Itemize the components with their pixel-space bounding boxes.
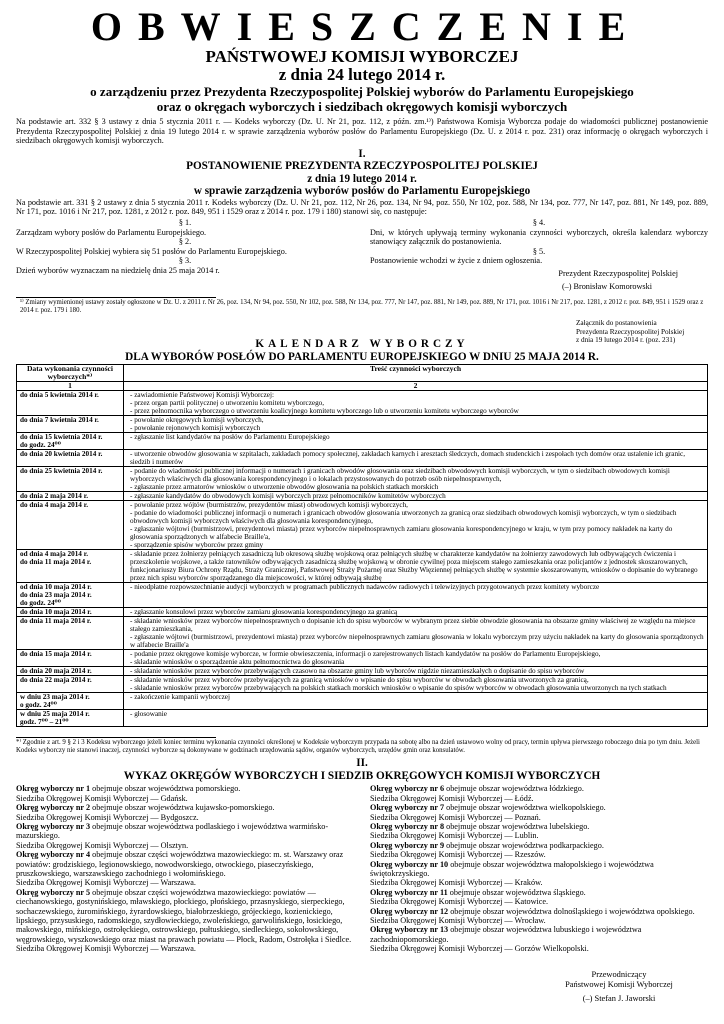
calendar-row: [17, 710, 708, 727]
district-commission-seat: Siedziba Okręgowej Komisji Wyborczej — Kraków.: [370, 878, 543, 888]
calendar-row: [17, 492, 708, 501]
district-commission-seat: Siedziba Okręgowej Komisji Wyborczej — Bydgoszcz.: [16, 812, 199, 822]
calendar-row-date: do dnia 22 maja 2014 r.: [17, 676, 124, 693]
intro-paragraph: Na podstawie art. 332 § 3 ustawy z dnia 5 stycznia 2011 r. — Kodeks wyborczy (Dz. U. Nr 21, poz. 112, z późn. zm.¹⁾) Państwowa Komisja Wyborcza podaje do wiadomości publicznej postanowienie Prezydenta Rzeczypospolitej Polskiej z dnia 19 lutego 2014 r. w sprawie zarządzenia wyborów posłów do Parlamentu Europejskiego (Dz. U. z 2014 r. poz. 231) oraz informację o okręgach wyborczych i siedzibach okręgowych komisji wyborczych.: [16, 117, 708, 146]
district-entry: [370, 784, 708, 793]
district-number: Okręg wyborczy nr 9: [370, 840, 445, 850]
calendar-row: [17, 416, 708, 433]
paragraph-4-number: § 4.: [532, 217, 546, 227]
districts-left-column: [16, 784, 354, 1003]
paragraphs-right-column: [370, 218, 708, 291]
paragraphs-left-column: [16, 218, 354, 291]
calendar-title: KALENDARZ WYBORCZY: [255, 338, 469, 351]
paragraph-2-number: § 2.: [178, 237, 192, 247]
document-page: [16, 6, 708, 1004]
district-number: Okręg wyborczy nr 7: [370, 803, 445, 813]
footnote-1: ¹⁾ Zmiany wymienionej ustawy zostały ogłoszone w Dz. U. z 2011 r. Nr 26, poz. 134, Nr 94, poz. 550, Nr 102, poz. 588, Nr 134, poz. 777, Nr 147, poz. 881, Nr 149, poz. 889, Nr 171, poz. 1016 i Nr 217, poz. 1281, z 2012 r. poz. 849, 951 i 1529 oraz z 2014 r. poz. 179 i 180.: [20, 299, 704, 315]
calendar-row-activity: - składanie wniosków przez wyborców niepełnosprawnych o dopisanie ich do spisu wyborców w wybranym przez siebie obwodzie głosowania na obszarze gminy właściwej ze względu na miejsce stałego zamieszkania, - zgłaszanie wójtowi (burmistrzowi, prezydentowi miasta) przez wyborców niepełnosprawnych zamiaru głosowania w lokalu wyborczym przy użyciu nakładek na karty do głosowania sporządzonych w alfabecie Braille'a: [124, 617, 708, 650]
district-area: obejmuje obszar województwa pomorskiego.: [90, 784, 241, 794]
calendar-row-activity: - zgłaszanie konsulowi przez wyborców zamiaru głosowania korespondencyjnego za granicą: [124, 608, 708, 617]
paragraph-3-text: Dzień wyborów wyznaczam na niedzielę dnia 25 maja 2014 r.: [16, 265, 220, 275]
calendar-row-date: do dnia 20 kwietnia 2014 r.: [17, 450, 124, 467]
calendar-row-activity: - utworzenie obwodów głosowania w szpitalach, zakładach pomocy społecznej, zakładach karnych i aresztach śledczych, domach studenckich i zespołach tych domów oraz ustalenie ich granic, siedzib i numerów: [124, 450, 708, 467]
president-signature: (–) Bronisław Komorowski: [561, 281, 652, 291]
district-area: obejmuje obszar części województwa mazowieckiego: powiatów — ciechanowskiego, gostynińskiego, mławskiego, płockiego, płońskiego, przasnyskiego, sierpeckiego, sochaczewskiego, żuromińskiego, żyrardowskiego, białobrzeskiego, grójeckiego, kozienickiego, lipskiego, przysuskiego, radomskiego, szydłowieckiego, zwoleńskiego, garwolińskiego, łosickiego, makowskiego, mińskiego, ostrołęckiego, ostrowskiego, pułtuskiego, siedleckiego, sokołowskiego, węgrowskiego, wyszkowskiego oraz miast na prawach powiatu — Płock, Radom, Ostrołęka i Siedlce.: [16, 887, 352, 944]
calendar-row: [17, 667, 708, 676]
district-commission-seat: Siedziba Okręgowej Komisji Wyborczej — Łódź.: [370, 793, 534, 803]
district-area: obejmuje obszar województwa łódzkiego.: [444, 784, 584, 794]
district-number: Okręg wyborczy nr 3: [16, 821, 91, 831]
annex-line-3: z dnia 19 lutego 2014 r. (poz. 231): [576, 335, 676, 344]
calendar-row: [17, 693, 708, 710]
paragraph-3-number: § 3.: [178, 256, 192, 266]
district-entry: [16, 850, 354, 878]
district-commission-seat: Siedziba Okręgowej Komisji Wyborczej — Rzeszów.: [370, 850, 546, 860]
calendar-row: [17, 450, 708, 467]
calendar-row-activity: - składanie wniosków przez wyborców przebywających za granicą wniosków o wpisanie do spisu wyborców w obwodach głosowania utworzonych za granicą, - składanie wniosków przez wyborców przebywających na polskich statkach morskich wniosków o wpisanie do spisów wyborców w obwodach głosowania utworzonych na tych statkach: [124, 676, 708, 693]
calendar-col-number-2: 2: [124, 382, 708, 391]
pkw-signature-block: [370, 970, 708, 1004]
district-entry: [16, 784, 354, 793]
pkw-chair-title: Przewodniczący: [591, 969, 647, 979]
calendar-row-activity: - powołanie okręgowych komisji wyborczych, - powołanie rejonowych komisji wyborczych: [124, 416, 708, 433]
calendar-row-date: do dnia 2 maja 2014 r.: [17, 492, 124, 501]
district-commission-seat: Siedziba Okręgowej Komisji Wyborczej — Lublin.: [370, 831, 539, 841]
districts-right-column: [370, 784, 708, 1003]
calendar-row-activity: - podanie do wiadomości publicznej informacji o numerach i granicach obwodów głosowania oraz siedzibach obwodowych komisji wyborczych, w tym o siedzibach obwodowych komisji wyborczych właściwych dla głosowania korespondencyjnego i o lokalach przystosowanych do potrzeb osób niepełnosprawnych, - zgłaszanie przez armatorów wniosków o utworzenie obwodów głosowania na polskich statkach morskich: [124, 467, 708, 492]
calendar-row: [17, 391, 708, 416]
district-area: obejmuje obszar województwa kujawsko-pomorskiego.: [90, 803, 275, 813]
calendar-row-date: do dnia 25 kwietnia 2014 r.: [17, 467, 124, 492]
district-commission-seat: Siedziba Okręgowej Komisji Wyborczej — Poznań.: [370, 812, 541, 822]
district-entry: [370, 860, 708, 879]
district-area: obejmuje obszar województwa dolnośląskiego i województwa opolskiego.: [448, 906, 695, 916]
pkw-name: Państwowej Komisji Wyborczej: [565, 979, 673, 989]
calendar-row: [17, 501, 708, 550]
section-1-title: POSTANOWIENIE PREZYDENTA RZECZYPOSPOLITEJ POLSKIEJ: [186, 160, 538, 173]
district-area: obejmuje obszar województwa śląskiego.: [447, 887, 586, 897]
calendar-col-number-1: 1: [17, 382, 124, 391]
calendar-row: [17, 550, 708, 583]
district-area: obejmuje obszar województwa podlaskiego i województwa warmińsko-mazurskiego.: [16, 821, 329, 841]
districts-right-list: [370, 784, 708, 953]
calendar-row-activity: - głosowanie: [124, 710, 708, 727]
district-area: obejmuje obszar województwa małopolskiego i województwa świętokrzyskiego.: [370, 859, 654, 878]
calendar-row-activity: - podanie przez okręgowe komisje wyborcze, w formie obwieszczenia, informacji o zarejestrowanych listach kandydatów na posłów do Parlamentu Europejskiego, - składanie wniosków o sporządzenie aktu pełnomocnictwa do głosowania: [124, 650, 708, 667]
calendar-row-date: do dnia 5 kwietnia 2014 r.: [17, 391, 124, 416]
calendar-row: [17, 617, 708, 650]
district-area: obejmuje obszar części województwa mazowieckiego: m. st. Warszawy oraz powiatów: grodziskiego, legionowskiego, nowodworskiego, otwockiego, piaseczyńskiego, pruszkowskiego, warszawskiego zachodniego i wołomińskiego.: [16, 850, 344, 878]
election-calendar-table: [16, 364, 708, 727]
calendar-row-date: do dnia 11 maja 2014 r.: [17, 617, 124, 650]
district-entry: [370, 907, 708, 916]
calendar-row: [17, 676, 708, 693]
district-number: Okręg wyborczy nr 8: [370, 821, 445, 831]
calendar-subtitle: DLA WYBORÓW POSŁÓW DO PARLAMENTU EUROPEJSKIEGO W DNIU 25 MAJA 2014 R.: [125, 350, 599, 363]
district-number: Okręg wyborczy nr 6: [370, 784, 445, 794]
district-commission-seat: Siedziba Okręgowej Komisji Wyborczej — Warszawa.: [16, 944, 196, 954]
district-commission-seat: Siedziba Okręgowej Komisji Wyborczej — Katowice.: [370, 897, 549, 907]
annex-line-2: Prezydenta Rzeczypospolitej Polskiej: [576, 327, 685, 336]
paragraph-5-text: Postanowienie wchodzi w życie z dniem ogłoszenia.: [370, 256, 543, 266]
president-title: Prezydent Rzeczypospolitej Polskiej: [558, 268, 678, 278]
document-title: OBWIESZCZENIE: [90, 4, 642, 49]
district-area: obejmuje obszar województwa lubelskiego.: [444, 821, 590, 831]
calendar-row-activity: - składanie przez żołnierzy pełniących zasadniczą lub okresową służbę wojskową oraz pełniących służbę w charakterze kandydatów na żołnierzy zawodowych lub odbywających ćwiczenia i przeszkolenie wojskowe, a także ratowników odbywających zasadniczą służbę wojskową w obronie cywilnej poza miejscem stałego zamieszkania oraz policjantów z jednostek skoszarowanych, funkcjonariuszy Biura Ochrony Rządu, Straży Granicznej, Państwowej Straży Pożarnej oraz Służby Więziennej pełniących służbę w systemie skoszarowanym, wniosków o dopisanie do wybranego przez nich spisu wyborców sporządzanego dla miejscowości, w której odbywają służbę: [124, 550, 708, 583]
section-1-number: I.: [358, 147, 366, 160]
paragraph-4-text: Dni, w których upływają terminy wykonania czynności wyborczych, określa kalendarz wyborczy stanowiący załącznik do postanowienia.: [370, 227, 708, 247]
district-commission-seat: Siedziba Okręgowej Komisji Wyborczej — Olsztyn.: [16, 840, 189, 850]
district-commission-seat: Siedziba Okręgowej Komisji Wyborczej — Wrocław.: [370, 916, 546, 926]
calendar-row-date: w dniu 23 maja 2014 r. o godz. 24⁰⁰: [17, 693, 124, 710]
document-subject-line1: o zarządzeniu przez Prezydenta Rzeczypospolitej Polskiej wyborów do Parlamentu Europejskiego: [90, 84, 634, 99]
district-entry: [16, 803, 354, 812]
districts-list: [16, 784, 708, 1003]
district-number: Okręg wyborczy nr 13: [370, 925, 449, 935]
calendar-date-header: Data wykonania czynności wyborczych*⁾: [17, 365, 124, 382]
section-1-subject: w sprawie zarządzenia wyborów posłów do Parlamentu Europejskiego: [193, 185, 531, 198]
calendar-row-activity: - powołanie przez wójtów (burmistrzów, prezydentów miast) obwodowych komisji wyborczych, - podanie do wiadomości publicznej informacji o numerach i granicach obwodów głosowania utworzonych za granicą oraz siedzibach obwodowych komisji wyborczych, w tym o siedzibach obwodowych komisji wyborczych właściwych dla głosowania korespondencyjnego, - zgłaszanie wójtowi (burmistrzowi, prezydentowi miasta) przez wyborców niepełnosprawnych zamiaru głosowania korespondencyjnego w kraju, w tym przy pomocy nakładek na karty do głosowania sporządzonych w alfabecie Braille'a, - sporządzenie spisów wyborców przez gminy: [124, 501, 708, 550]
footnote-divider: [16, 297, 216, 298]
calendar-row: [17, 433, 708, 450]
district-number: Okręg wyborczy nr 4: [16, 850, 91, 860]
calendar-row-date: od dnia 10 maja 2014 r. do dnia 23 maja 2014 r. do godz. 24⁰⁰: [17, 583, 124, 608]
calendar-row: [17, 650, 708, 667]
calendar-rows: [17, 391, 708, 727]
district-commission-seat: Siedziba Okręgowej Komisji Wyborczej — Warszawa.: [16, 878, 196, 888]
district-commission-seat: Siedziba Okręgowej Komisji Wyborczej — Gorzów Wielkopolski.: [370, 944, 589, 954]
calendar-row-activity: - zgłaszanie list kandydatów na posłów do Parlamentu Europejskiego: [124, 433, 708, 450]
paragraph-1-text: Zarządzam wybory posłów do Parlamentu Europejskiego.: [16, 227, 207, 237]
district-number: Okręg wyborczy nr 1: [16, 784, 91, 794]
calendar-row-date: do dnia 4 maja 2014 r.: [17, 501, 124, 550]
document-date: z dnia 24 lutego 2014 r.: [278, 65, 446, 84]
district-number: Okręg wyborczy nr 10: [370, 859, 449, 869]
paragraph-1-number: § 1.: [178, 217, 192, 227]
pkw-chair-signature: (–) Stefan J. Jaworski: [582, 993, 656, 1003]
district-area: obejmuje obszar województwa lubuskiego i województwa zachodniopomorskiego.: [370, 925, 642, 944]
district-area: obejmuje obszar województwa podkarpackiego.: [444, 840, 604, 850]
district-number: Okręg wyborczy nr 11: [370, 887, 448, 897]
calendar-row-activity: - zgłaszanie kandydatów do obwodowych komisji wyborczych przez pełnomocników komitetów wyborczych: [124, 492, 708, 501]
district-entry: [370, 822, 708, 831]
calendar-row-date: do dnia 20 maja 2014 r.: [17, 667, 124, 676]
calendar-row-date: do dnia 15 kwietnia 2014 r. do godz. 24⁰⁰: [17, 433, 124, 450]
calendar-row-activity: - składanie wniosków przez wyborców przebywających czasowo na obszarze gminy lub wyborców nigdzie niezamieszkałych o dopisanie do spisu wyborców: [124, 667, 708, 676]
footnote-2: *⁾ Zgodnie z art. 9 § 2 i 3 Kodeksu wyborczego jeżeli koniec terminu wykonania czynności określonej w Kodeksie wyborczym przypada na sobotę albo na dzień ustawowo wolny od pracy, termin upływa pierwszego roboczego dnia po tym dniu. Jeżeli Kodeks wyborczy nie stanowi inaczej, czynności wyborcze są dokonywane w godzinach urzędowania sądów, organów wyborczych, urzędów gmin oraz konsulatów.: [16, 739, 700, 755]
calendar-row-date: do dnia 15 maja 2014 r.: [17, 650, 124, 667]
calendar-row-date: od dnia 4 maja 2014 r. do dnia 11 maja 2014 r.: [17, 550, 124, 583]
district-entry: [370, 925, 708, 944]
paragraph-5-number: § 5.: [532, 246, 546, 256]
district-commission-seat: Siedziba Okręgowej Komisji Wyborczej — Gdańsk.: [16, 793, 188, 803]
calendar-row-activity: - zawiadomienie Państwowej Komisji Wyborczej: - przez organ partii politycznej o utworzeniu komitetu wyborczego, - przez pełnomocnika wyborczego o utworzeniu koalicyjnego komitetu wyborczego lub o utworzeniu komitetu wyborczego wyborców: [124, 391, 708, 416]
issuer-title: PAŃSTWOWEJ KOMISJI WYBORCZEJ: [205, 47, 519, 66]
section-2-title: WYKAZ OKRĘGÓW WYBORCZYCH I SIEDZIB OKRĘGOWYCH KOMISJI WYBORCZYCH: [123, 769, 601, 782]
section-1-basis: Na podstawie art. 331 § 2 ustawy z dnia 5 stycznia 2011 r. Kodeks wyborczy (Dz. U. Nr 21, poz. 112, Nr 26, poz. 134, Nr 94, poz. 550, Nr 102, poz. 588, Nr 134, poz. 777, Nr 147, poz. 881, Nr 149, poz. 889, Nr 171, poz. 1016 i Nr 217, poz. 1281, z 2012 r. poz. 849, 951 i 1529 oraz z 2014 r. poz. 179 i 180) stanowi się, co następuje:: [16, 197, 708, 217]
calendar-row: [17, 583, 708, 608]
section-1-paragraphs: [16, 218, 708, 291]
calendar-row-date: w dniu 25 maja 2014 r. godz. 7⁰⁰ – 21⁰⁰: [17, 710, 124, 727]
district-entry: [16, 822, 354, 841]
calendar-activity-header: Treść czynności wyborczych: [124, 365, 708, 382]
district-number: Okręg wyborczy nr 5: [16, 887, 91, 897]
district-entry: [370, 841, 708, 850]
paragraph-2-text: W Rzeczypospolitej Polskiej wybiera się 51 posłów do Parlamentu Europejskiego.: [16, 246, 287, 256]
district-entry: [370, 803, 708, 812]
district-number: Okręg wyborczy nr 12: [370, 906, 449, 916]
annex-line-1: Załącznik do postanowienia: [576, 319, 657, 328]
footnote-2-divider: [16, 737, 216, 738]
district-area: obejmuje obszar województwa wielkopolskiego.: [444, 803, 606, 813]
calendar-row-activity: - zakończenie kampanii wyborczej: [124, 693, 708, 710]
calendar-row-date: do dnia 7 kwietnia 2014 r.: [17, 416, 124, 433]
document-subject-line2: oraz o okręgach wyborczych i siedzibach okręgowych komisji wyborczych: [156, 99, 568, 114]
calendar-row-date: do dnia 10 maja 2014 r.: [17, 608, 124, 617]
district-entry: [16, 888, 354, 944]
calendar-row: [17, 467, 708, 492]
calendar-row: [17, 608, 708, 617]
calendar-row-activity: - nieodpłatne rozpowszechnianie audycji wyborczych w programach publicznych nadawców radiowych i telewizyjnych przygotowanych przez komitety wyborcze: [124, 583, 708, 608]
section-1-date: z dnia 19 lutego 2014 r.: [307, 172, 417, 185]
section-2-number: II.: [356, 757, 368, 770]
district-number: Okręg wyborczy nr 2: [16, 803, 91, 813]
district-entry: [370, 888, 708, 897]
